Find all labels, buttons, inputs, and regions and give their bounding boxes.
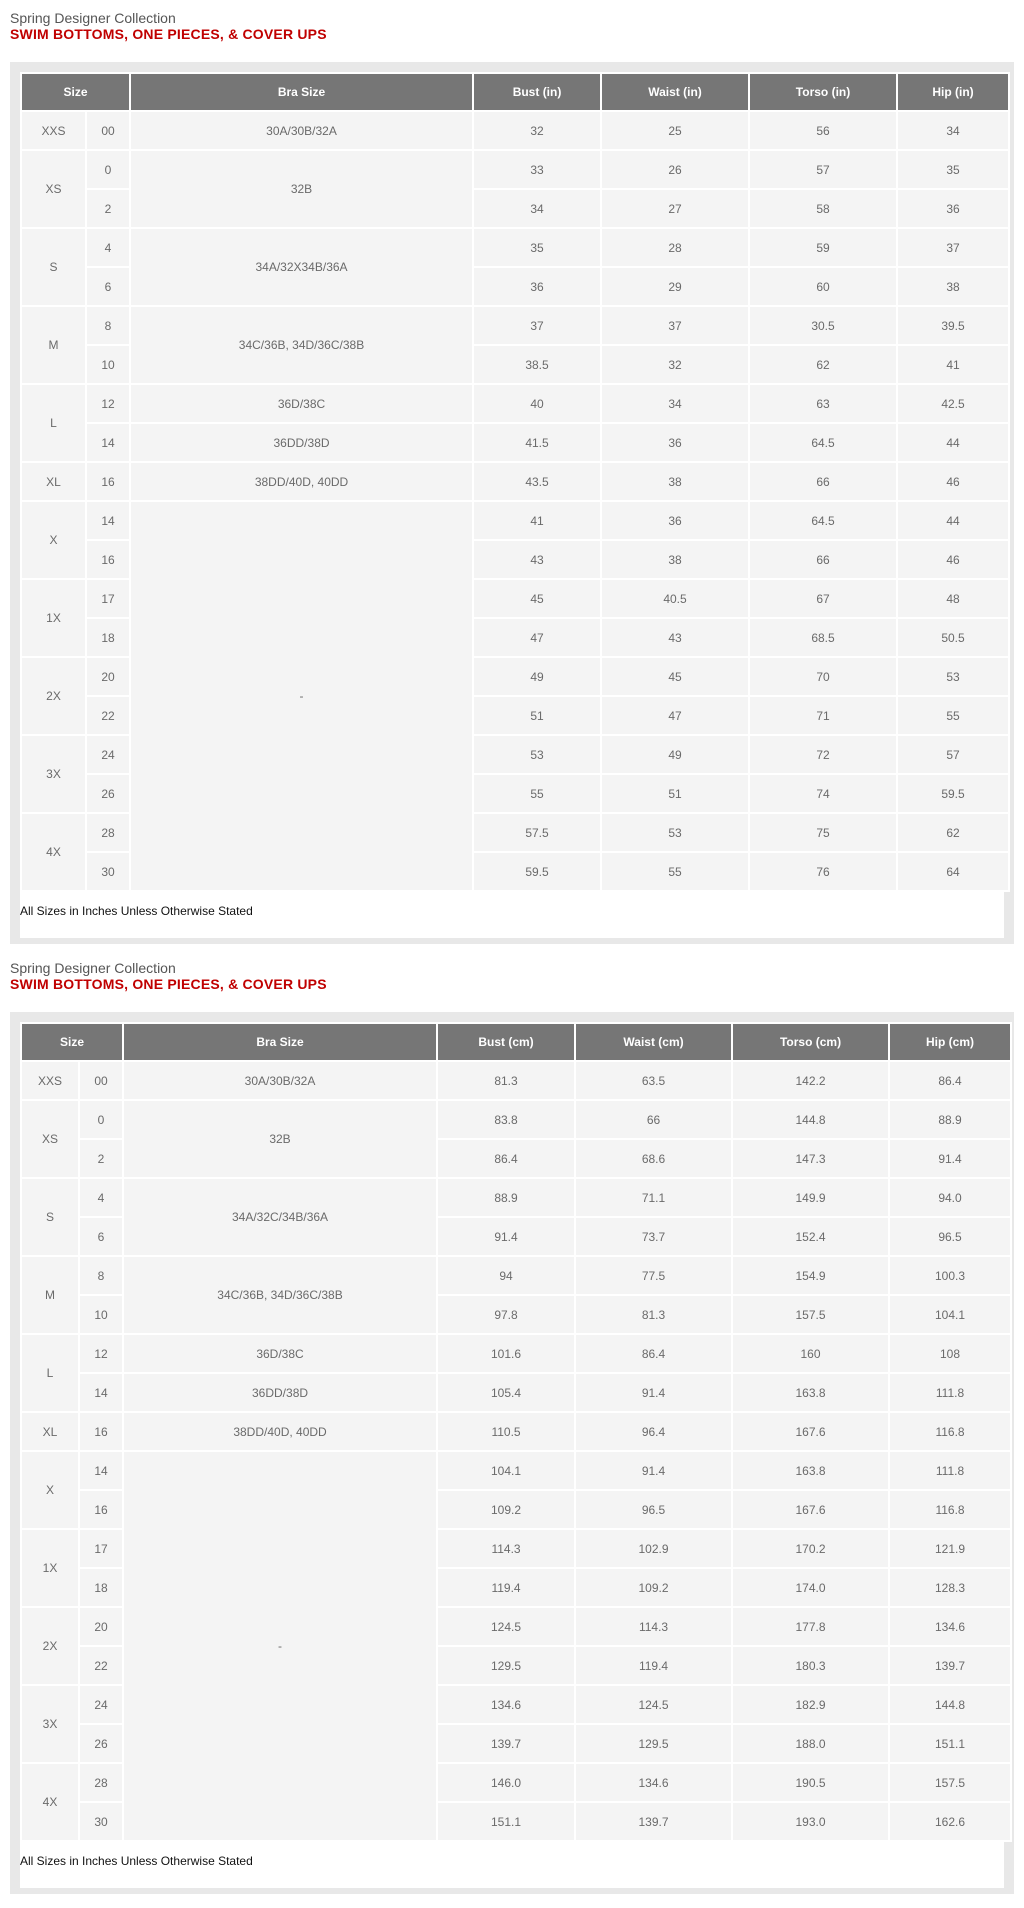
waist-value: 43	[602, 619, 748, 656]
torso-value: 174.0	[733, 1569, 888, 1606]
hip-value: 41	[898, 346, 1008, 383]
header-bust: Bust (cm)	[438, 1024, 574, 1060]
hip-value: 116.8	[890, 1413, 1010, 1450]
bust-value: 36	[474, 268, 600, 305]
size-number: 10	[80, 1296, 122, 1333]
hip-value: 36	[898, 190, 1008, 227]
waist-value: 51	[602, 775, 748, 812]
bust-value: 124.5	[438, 1608, 574, 1645]
bust-value: 94	[438, 1257, 574, 1294]
bust-value: 43.5	[474, 463, 600, 500]
waist-value: 77.5	[576, 1257, 731, 1294]
waist-value: 119.4	[576, 1647, 731, 1684]
table-footnote: All Sizes in Inches Unless Otherwise Stated	[20, 1854, 253, 1868]
bust-value: 105.4	[438, 1374, 574, 1411]
table-row	[22, 1452, 1010, 1489]
section-title: SWIM BOTTOMS, ONE PIECES, & COVER UPS	[10, 26, 327, 42]
waist-value: 25	[602, 112, 748, 149]
header-bra-size: Bra Size	[131, 74, 472, 110]
hip-value: 139.7	[890, 1647, 1010, 1684]
bust-value: 57.5	[474, 814, 600, 851]
torso-value: 64.5	[750, 502, 896, 539]
table-row	[22, 1101, 1010, 1138]
torso-value: 144.8	[733, 1101, 888, 1138]
waist-value: 45	[602, 658, 748, 695]
table-row	[22, 1335, 1010, 1372]
bust-value: 109.2	[438, 1491, 574, 1528]
bust-value: 53	[474, 736, 600, 773]
bust-value: 41	[474, 502, 600, 539]
waist-value: 38	[602, 463, 748, 500]
waist-value: 102.9	[576, 1530, 731, 1567]
bust-value: 34	[474, 190, 600, 227]
bra-size: -	[131, 502, 472, 890]
torso-value: 193.0	[733, 1803, 888, 1840]
torso-value: 147.3	[733, 1140, 888, 1177]
bust-value: 51	[474, 697, 600, 734]
size-label: XL	[22, 463, 85, 500]
waist-value: 71.1	[576, 1179, 731, 1216]
bust-value: 38.5	[474, 346, 600, 383]
waist-value: 40.5	[602, 580, 748, 617]
collection-subtitle: Spring Designer Collection	[10, 10, 176, 26]
torso-value: 67	[750, 580, 896, 617]
bra-size: 36D/38C	[124, 1335, 436, 1372]
torso-value: 68.5	[750, 619, 896, 656]
table-row	[22, 1374, 1010, 1411]
table-row	[22, 424, 1008, 461]
torso-value: 70	[750, 658, 896, 695]
torso-value: 149.9	[733, 1179, 888, 1216]
header-row	[22, 1024, 1010, 1060]
waist-value: 53	[602, 814, 748, 851]
size-label: XS	[22, 1101, 78, 1177]
waist-value: 96.4	[576, 1413, 731, 1450]
hip-value: 86.4	[890, 1062, 1010, 1099]
waist-value: 26	[602, 151, 748, 188]
bust-value: 32	[474, 112, 600, 149]
hip-value: 94.0	[890, 1179, 1010, 1216]
bust-value: 41.5	[474, 424, 600, 461]
size-label: M	[22, 307, 85, 383]
hip-value: 44	[898, 502, 1008, 539]
bust-value: 45	[474, 580, 600, 617]
size-number: 00	[80, 1062, 122, 1099]
torso-value: 60	[750, 268, 896, 305]
waist-value: 73.7	[576, 1218, 731, 1255]
hip-value: 44	[898, 424, 1008, 461]
table-inner	[20, 72, 1004, 938]
table-footnote: All Sizes in Inches Unless Otherwise Stated	[20, 904, 253, 918]
size-number: 8	[80, 1257, 122, 1294]
torso-value: 72	[750, 736, 896, 773]
waist-value: 55	[602, 853, 748, 890]
waist-value: 49	[602, 736, 748, 773]
hip-value: 111.8	[890, 1374, 1010, 1411]
size-number: 12	[87, 385, 129, 422]
size-label: 1X	[22, 1530, 78, 1606]
torso-value: 74	[750, 775, 896, 812]
bust-value: 35	[474, 229, 600, 266]
bra-size: 32B	[131, 151, 472, 227]
waist-value: 109.2	[576, 1569, 731, 1606]
torso-value: 30.5	[750, 307, 896, 344]
bra-size: 32B	[124, 1101, 436, 1177]
size-number: 24	[87, 736, 129, 773]
size-label: L	[22, 1335, 78, 1411]
size-label: 4X	[22, 1764, 78, 1840]
waist-value: 139.7	[576, 1803, 731, 1840]
bust-value: 139.7	[438, 1725, 574, 1762]
table-inner	[20, 1022, 1004, 1888]
hip-value: 55	[898, 697, 1008, 734]
size-number: 6	[80, 1218, 122, 1255]
size-label: M	[22, 1257, 78, 1333]
size-number: 26	[80, 1725, 122, 1762]
hip-value: 57	[898, 736, 1008, 773]
bra-size: -	[124, 1452, 436, 1840]
bra-size: 38DD/40D, 40DD	[124, 1413, 436, 1450]
torso-value: 163.8	[733, 1374, 888, 1411]
bust-value: 119.4	[438, 1569, 574, 1606]
bust-value: 83.8	[438, 1101, 574, 1138]
size-number: 26	[87, 775, 129, 812]
bust-value: 129.5	[438, 1647, 574, 1684]
bust-value: 91.4	[438, 1218, 574, 1255]
torso-value: 163.8	[733, 1452, 888, 1489]
hip-value: 64	[898, 853, 1008, 890]
header-waist: Waist (cm)	[576, 1024, 731, 1060]
size-label: X	[22, 1452, 78, 1528]
size-label: XXS	[22, 1062, 78, 1099]
waist-value: 91.4	[576, 1452, 731, 1489]
size-number: 16	[80, 1413, 122, 1450]
size-number: 10	[87, 346, 129, 383]
torso-value: 157.5	[733, 1296, 888, 1333]
bust-value: 59.5	[474, 853, 600, 890]
table-row	[22, 1062, 1010, 1099]
torso-value: 167.6	[733, 1491, 888, 1528]
size-label: 3X	[22, 1686, 78, 1762]
table-row	[22, 502, 1008, 539]
size-label: L	[22, 385, 85, 461]
torso-value: 160	[733, 1335, 888, 1372]
size-number: 4	[87, 229, 129, 266]
bust-value: 110.5	[438, 1413, 574, 1450]
hip-value: 104.1	[890, 1296, 1010, 1333]
bust-value: 114.3	[438, 1530, 574, 1567]
waist-value: 36	[602, 424, 748, 461]
hip-value: 35	[898, 151, 1008, 188]
size-number: 17	[80, 1530, 122, 1567]
waist-value: 36	[602, 502, 748, 539]
collection-subtitle: Spring Designer Collection	[10, 960, 176, 976]
hip-value: 162.6	[890, 1803, 1010, 1840]
hip-value: 42.5	[898, 385, 1008, 422]
torso-value: 177.8	[733, 1608, 888, 1645]
torso-value: 154.9	[733, 1257, 888, 1294]
hip-value: 100.3	[890, 1257, 1010, 1294]
header-bra-size: Bra Size	[124, 1024, 436, 1060]
hip-value: 39.5	[898, 307, 1008, 344]
torso-value: 167.6	[733, 1413, 888, 1450]
hip-value: 108	[890, 1335, 1010, 1372]
hip-value: 37	[898, 229, 1008, 266]
waist-value: 37	[602, 307, 748, 344]
waist-value: 91.4	[576, 1374, 731, 1411]
size-label: 1X	[22, 580, 85, 656]
size-number: 18	[87, 619, 129, 656]
hip-value: 59.5	[898, 775, 1008, 812]
torso-value: 59	[750, 229, 896, 266]
size-number: 0	[80, 1101, 122, 1138]
table-row	[22, 307, 1008, 344]
header-row	[22, 74, 1008, 110]
torso-value: 71	[750, 697, 896, 734]
hip-value: 38	[898, 268, 1008, 305]
size-number: 17	[87, 580, 129, 617]
bust-value: 86.4	[438, 1140, 574, 1177]
torso-value: 152.4	[733, 1218, 888, 1255]
torso-value: 64.5	[750, 424, 896, 461]
bust-value: 40	[474, 385, 600, 422]
hip-value: 111.8	[890, 1452, 1010, 1489]
torso-value: 170.2	[733, 1530, 888, 1567]
hip-value: 121.9	[890, 1530, 1010, 1567]
torso-value: 66	[750, 463, 896, 500]
hip-value: 144.8	[890, 1686, 1010, 1723]
size-number: 16	[87, 541, 129, 578]
size-number: 00	[87, 112, 129, 149]
bust-value: 101.6	[438, 1335, 574, 1372]
torso-value: 56	[750, 112, 896, 149]
size-chart-section-cm	[0, 950, 1024, 1908]
header-size: Size	[22, 1024, 122, 1060]
waist-value: 63.5	[576, 1062, 731, 1099]
bra-size: 38DD/40D, 40DD	[131, 463, 472, 500]
bust-value: 104.1	[438, 1452, 574, 1489]
waist-value: 114.3	[576, 1608, 731, 1645]
size-number: 6	[87, 268, 129, 305]
hip-value: 128.3	[890, 1569, 1010, 1606]
size-number: 28	[80, 1764, 122, 1801]
bust-value: 47	[474, 619, 600, 656]
table-panel	[10, 1012, 1014, 1894]
table-row	[22, 1257, 1010, 1294]
hip-value: 46	[898, 463, 1008, 500]
bra-size: 34A/32X34B/36A	[131, 229, 472, 305]
size-number: 14	[87, 424, 129, 461]
hip-value: 157.5	[890, 1764, 1010, 1801]
waist-value: 96.5	[576, 1491, 731, 1528]
header-size: Size	[22, 74, 129, 110]
torso-value: 63	[750, 385, 896, 422]
hip-value: 151.1	[890, 1725, 1010, 1762]
size-label: 3X	[22, 736, 85, 812]
hip-value: 91.4	[890, 1140, 1010, 1177]
hip-value: 88.9	[890, 1101, 1010, 1138]
size-number: 28	[87, 814, 129, 851]
waist-value: 66	[576, 1101, 731, 1138]
bra-size: 36D/38C	[131, 385, 472, 422]
waist-value: 28	[602, 229, 748, 266]
bust-value: 146.0	[438, 1764, 574, 1801]
size-number: 18	[80, 1569, 122, 1606]
size-label: 2X	[22, 1608, 78, 1684]
hip-value: 134.6	[890, 1608, 1010, 1645]
bra-size: 36DD/38D	[131, 424, 472, 461]
size-number: 16	[80, 1491, 122, 1528]
size-number: 24	[80, 1686, 122, 1723]
bra-size: 36DD/38D	[124, 1374, 436, 1411]
bust-value: 81.3	[438, 1062, 574, 1099]
bra-size: 30A/30B/32A	[131, 112, 472, 149]
waist-value: 134.6	[576, 1764, 731, 1801]
bust-value: 151.1	[438, 1803, 574, 1840]
size-label: XL	[22, 1413, 78, 1450]
torso-value: 142.2	[733, 1062, 888, 1099]
table-row	[22, 385, 1008, 422]
size-number: 8	[87, 307, 129, 344]
bra-size: 30A/30B/32A	[124, 1062, 436, 1099]
torso-value: 75	[750, 814, 896, 851]
bust-value: 33	[474, 151, 600, 188]
table-row	[22, 229, 1008, 266]
waist-value: 47	[602, 697, 748, 734]
size-number: 16	[87, 463, 129, 500]
size-label: XS	[22, 151, 85, 227]
size-number: 14	[87, 502, 129, 539]
size-label: S	[22, 1179, 78, 1255]
hip-value: 48	[898, 580, 1008, 617]
hip-value: 46	[898, 541, 1008, 578]
size-number: 12	[80, 1335, 122, 1372]
bust-value: 55	[474, 775, 600, 812]
size-number: 20	[80, 1608, 122, 1645]
size-number: 30	[87, 853, 129, 890]
table-row	[22, 112, 1008, 149]
bust-value: 37	[474, 307, 600, 344]
bra-size: 34C/36B, 34D/36C/38B	[124, 1257, 436, 1333]
torso-value: 57	[750, 151, 896, 188]
size-label: XXS	[22, 112, 85, 149]
torso-value: 62	[750, 346, 896, 383]
header-torso: Torso (cm)	[733, 1024, 888, 1060]
size-chart-section-inches	[0, 0, 1024, 950]
size-number: 14	[80, 1452, 122, 1489]
torso-value: 58	[750, 190, 896, 227]
waist-value: 38	[602, 541, 748, 578]
hip-value: 96.5	[890, 1218, 1010, 1255]
waist-value: 27	[602, 190, 748, 227]
table-row	[22, 151, 1008, 188]
size-number: 30	[80, 1803, 122, 1840]
size-table-cm	[20, 1022, 1012, 1842]
table-panel	[10, 62, 1014, 944]
size-number: 22	[87, 697, 129, 734]
header-hip: Hip (in)	[898, 74, 1008, 110]
hip-value: 116.8	[890, 1491, 1010, 1528]
torso-value: 182.9	[733, 1686, 888, 1723]
waist-value: 86.4	[576, 1335, 731, 1372]
hip-value: 53	[898, 658, 1008, 695]
waist-value: 81.3	[576, 1296, 731, 1333]
size-number: 2	[87, 190, 129, 227]
bust-value: 49	[474, 658, 600, 695]
hip-value: 50.5	[898, 619, 1008, 656]
bust-value: 134.6	[438, 1686, 574, 1723]
table-row	[22, 463, 1008, 500]
bust-value: 97.8	[438, 1296, 574, 1333]
waist-value: 124.5	[576, 1686, 731, 1723]
size-number: 22	[80, 1647, 122, 1684]
waist-value: 129.5	[576, 1725, 731, 1762]
waist-value: 32	[602, 346, 748, 383]
waist-value: 68.6	[576, 1140, 731, 1177]
size-number: 14	[80, 1374, 122, 1411]
table-row	[22, 1179, 1010, 1216]
bust-value: 43	[474, 541, 600, 578]
bra-size: 34A/32C/34B/36A	[124, 1179, 436, 1255]
size-label: S	[22, 229, 85, 305]
size-label: 4X	[22, 814, 85, 890]
header-waist: Waist (in)	[602, 74, 748, 110]
torso-value: 188.0	[733, 1725, 888, 1762]
size-number: 2	[80, 1140, 122, 1177]
bust-value: 88.9	[438, 1179, 574, 1216]
size-table-inches	[20, 72, 1010, 892]
torso-value: 190.5	[733, 1764, 888, 1801]
bra-size: 34C/36B, 34D/36C/38B	[131, 307, 472, 383]
torso-value: 76	[750, 853, 896, 890]
torso-value: 66	[750, 541, 896, 578]
section-title: SWIM BOTTOMS, ONE PIECES, & COVER UPS	[10, 976, 327, 992]
size-number: 0	[87, 151, 129, 188]
hip-value: 62	[898, 814, 1008, 851]
waist-value: 34	[602, 385, 748, 422]
header-hip: Hip (cm)	[890, 1024, 1010, 1060]
hip-value: 34	[898, 112, 1008, 149]
header-torso: Torso (in)	[750, 74, 896, 110]
size-label: 2X	[22, 658, 85, 734]
size-number: 4	[80, 1179, 122, 1216]
size-number: 20	[87, 658, 129, 695]
header-bust: Bust (in)	[474, 74, 600, 110]
table-row	[22, 1413, 1010, 1450]
size-label: X	[22, 502, 85, 578]
waist-value: 29	[602, 268, 748, 305]
torso-value: 180.3	[733, 1647, 888, 1684]
